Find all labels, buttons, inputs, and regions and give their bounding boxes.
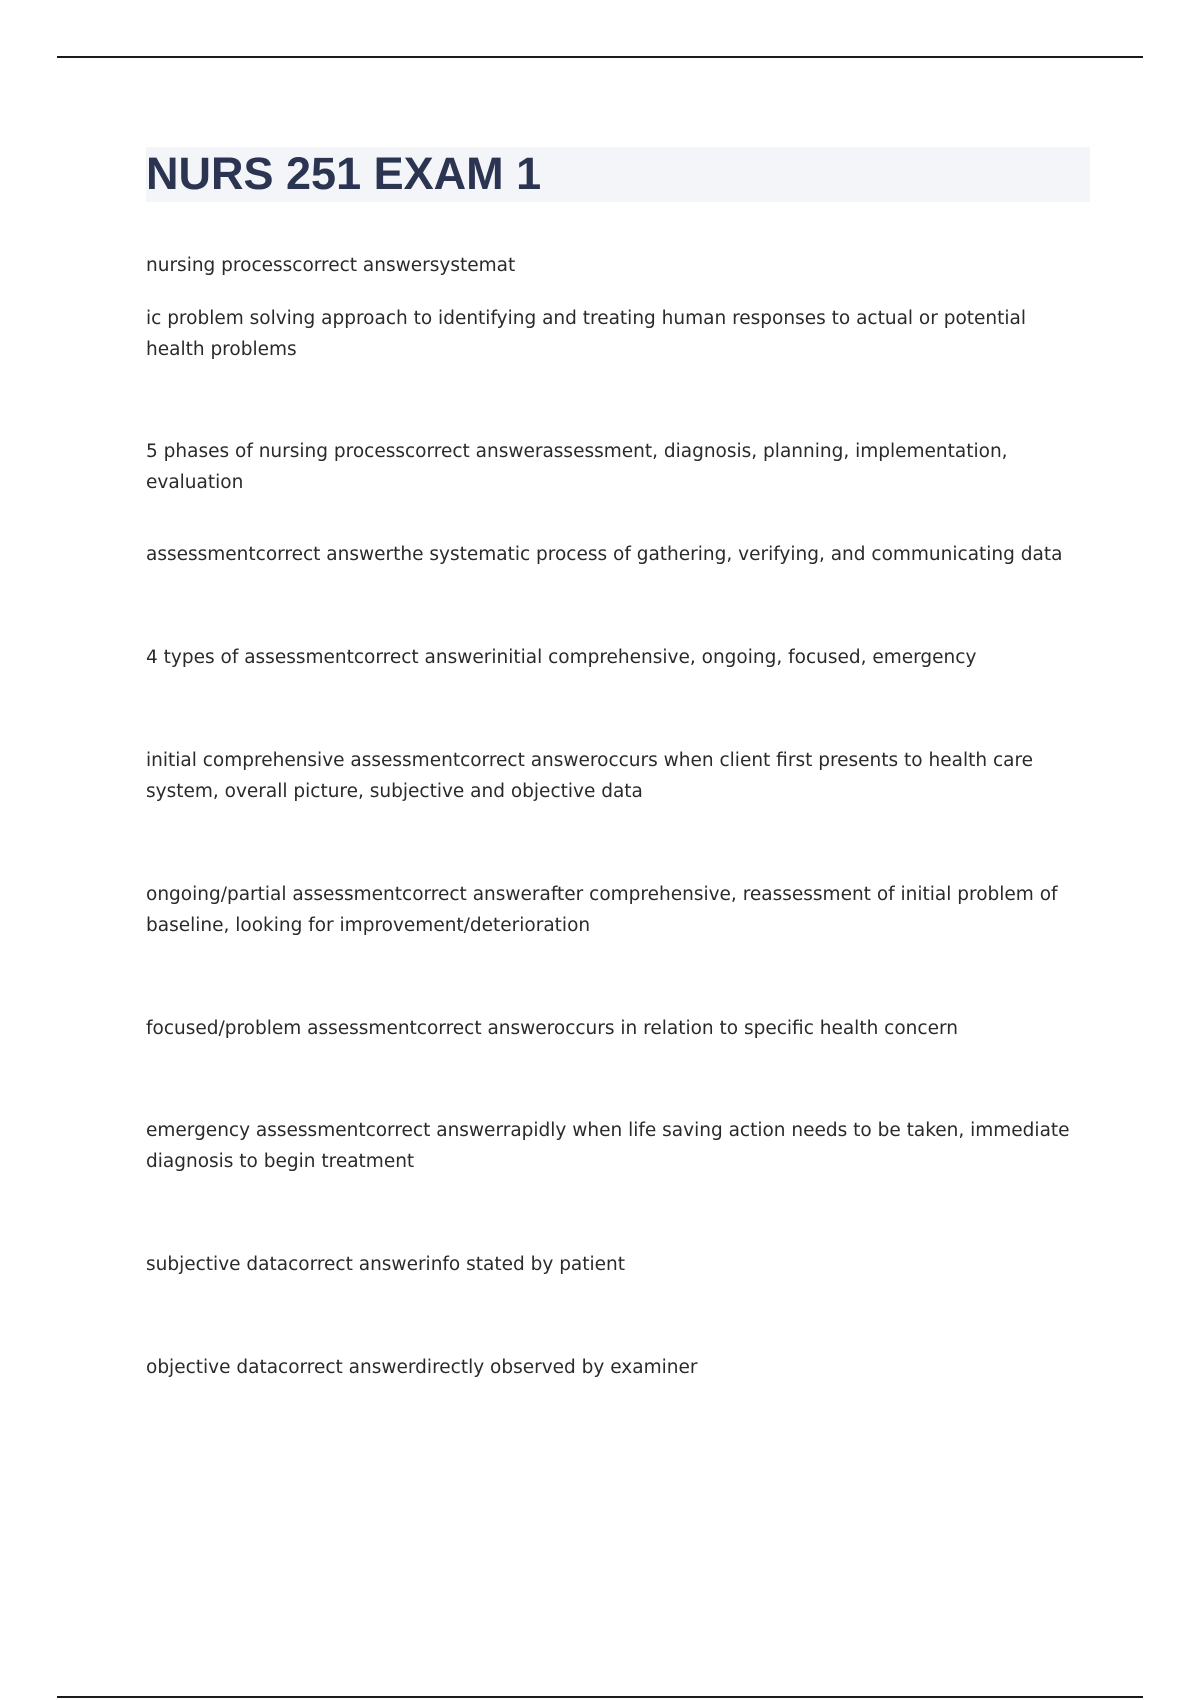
- entry-focused-problem: focused/problem assessmentcorrect answeroccurs in relation to specific health concern: [146, 1018, 958, 1039]
- entry-ongoing-partial: ongoing/partial assessmentcorrect answerafter comprehensive, reassessment of initial problem of baseline, looking for improvement/deterioration: [146, 884, 1058, 936]
- entry-five-phases: 5 phases of nursing processcorrect answerassessment, diagnosis, planning, implementation, evaluation: [146, 441, 1008, 493]
- entry-nursing-process: nursing processcorrect answersystemat: [146, 255, 516, 276]
- entry-assessment: assessmentcorrect answerthe systematic process of gathering, verifying, and communicating data: [146, 544, 1063, 565]
- entry-emergency: emergency assessmentcorrect answerrapidly when life saving action needs to be taken, immediate diagnosis to begin treatment: [146, 1120, 1070, 1172]
- entry-nursing-process-continued: ic problem solving approach to identifying and treating human responses to actual or potential health problems: [146, 308, 1027, 360]
- top-divider: [57, 56, 1143, 58]
- entry-initial-comprehensive: initial comprehensive assessmentcorrect answeroccurs when client first presents to health care system, overall picture, subjective and objective data: [146, 750, 1034, 802]
- entry-subjective-data: subjective datacorrect answerinfo stated by patient: [146, 1254, 626, 1275]
- entry-four-types: 4 types of assessmentcorrect answerinitial comprehensive, ongoing, focused, emergency: [146, 647, 977, 668]
- page-title: NURS 251 EXAM 1: [146, 148, 542, 199]
- entry-objective-data: objective datacorrect answerdirectly observed by examiner: [146, 1357, 698, 1378]
- bottom-divider: [57, 1696, 1143, 1698]
